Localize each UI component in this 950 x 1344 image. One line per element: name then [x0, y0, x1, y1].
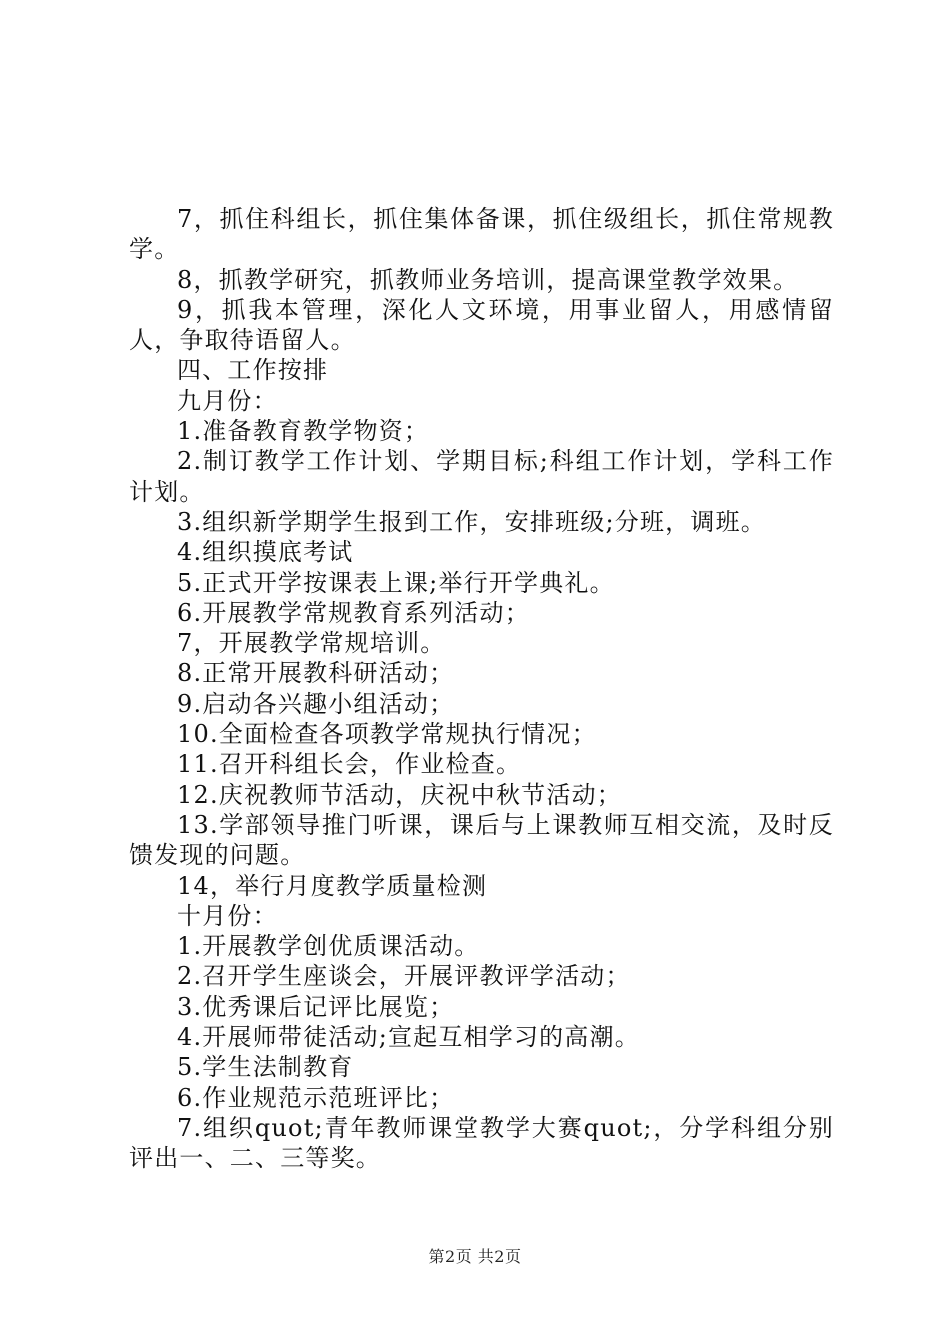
- list-item: 10.全面检查各项教学常规执行情况；: [177, 720, 597, 749]
- section-heading: 四、工作按排: [177, 356, 329, 385]
- list-item: 4.开展师带徒活动;宣起互相学习的高潮。: [177, 1023, 640, 1052]
- list-item: 7，开展教学常规培训。: [177, 629, 446, 658]
- list-item: 2.制订教学工作计划、学期目标;科组工作计划，学科工作计划。: [129, 447, 834, 506]
- list-item: 3.组织新学期学生报到工作，安排班级;分班，调班。: [177, 507, 766, 536]
- list-item: 6.作业规范示范班评比；: [177, 1083, 455, 1112]
- page-number-footer: 第2页 共2页: [428, 1247, 522, 1266]
- list-item: 8.正常开展教科研活动；: [177, 659, 455, 688]
- list-item: 9.启动各兴趣小组活动；: [177, 689, 455, 718]
- list-item: 6.开展教学常规教育系列活动；: [177, 598, 530, 627]
- paragraph: 7，抓住科组长，抓住集体备课，抓住级组长，抓住常规教学。: [129, 205, 834, 264]
- month-heading: 十月份：: [177, 901, 278, 930]
- list-item: 5.学生法制教育: [177, 1053, 354, 1082]
- list-item: 1.开展教学创优质课活动。: [177, 932, 480, 961]
- list-item: 4.组织摸底考试: [177, 538, 354, 567]
- list-item: 12.庆祝教师节活动，庆祝中秋节活动；: [177, 780, 622, 809]
- list-item: 3.优秀课后记评比展览；: [177, 992, 455, 1021]
- list-item: 2.召开学生座谈会，开展评教评学活动；: [177, 962, 631, 991]
- list-item: 7.组织quot;青年教师课堂教学大赛quot;，分学科组分别评出一、二、三等奖。: [129, 1113, 834, 1173]
- list-item: 14，举行月度教学质量检测: [177, 871, 488, 900]
- list-item: 13.学部领导推门听课，课后与上课教师互相交流，及时反馈发现的问题。: [129, 810, 834, 870]
- paragraph: 9，抓我本管理，深化人文环境，用事业留人，用感情留人，争取待语留人。: [129, 295, 834, 355]
- month-heading: 九月份：: [177, 386, 278, 415]
- document-body: [129, 204, 834, 1174]
- list-item: 1.准备教育教学物资；: [177, 417, 430, 446]
- list-item: 5.正式开学按课表上课;举行开学典礼。: [177, 568, 615, 597]
- paragraph: 8，抓教学研究，抓教师业务培训，提高课堂教学效果。: [177, 265, 799, 294]
- list-item: 11.召开科组长会，作业检查。: [177, 750, 522, 779]
